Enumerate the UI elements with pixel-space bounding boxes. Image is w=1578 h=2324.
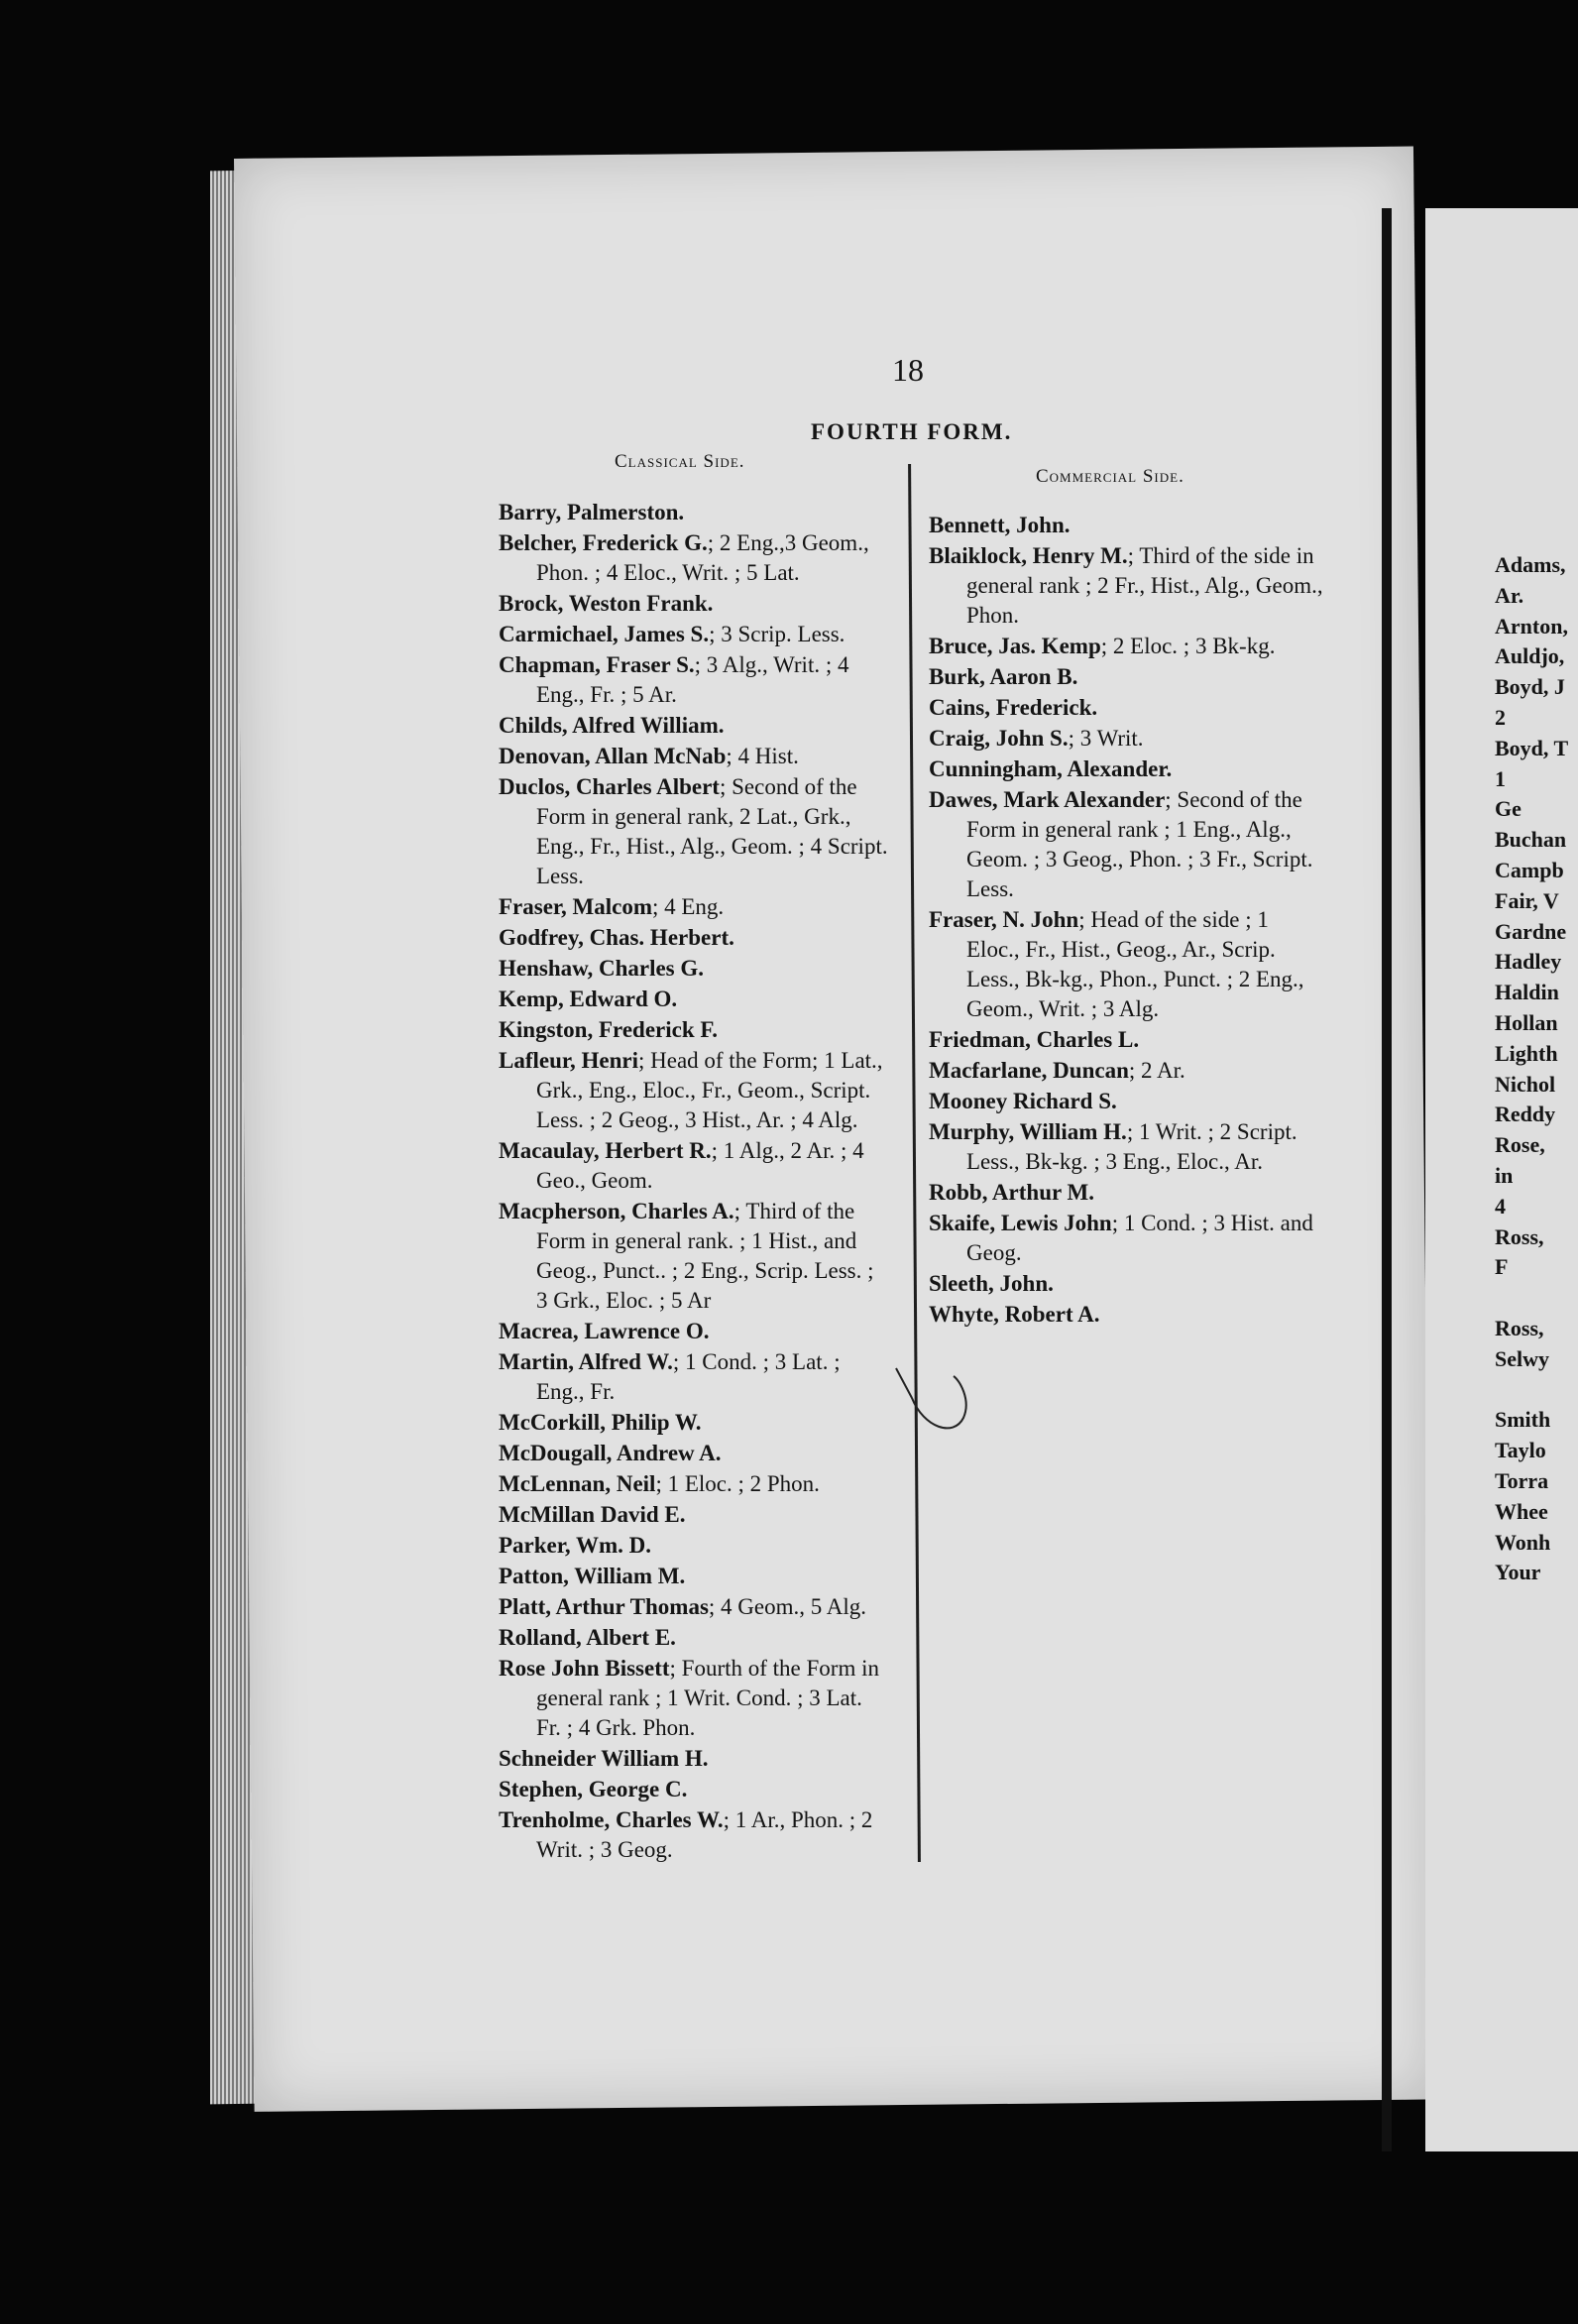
classical-side-list (499, 498, 890, 1866)
student-name: Robb, Arthur M. (929, 1180, 1094, 1205)
student-entry (499, 1744, 890, 1774)
student-entry (499, 1408, 890, 1438)
student-distinctions: ; 1 Alg., 2 Ar. ; 4 Geo., Geom. (536, 1138, 864, 1193)
student-entry (929, 511, 1325, 540)
next-page-fragment: Arnton, (1495, 613, 1568, 639)
student-name: Stephen, George C. (499, 1777, 688, 1801)
student-entry (929, 1209, 1325, 1268)
student-entry (499, 650, 890, 710)
student-distinctions: ; 4 Geom., 5 Alg. (708, 1594, 867, 1619)
next-page-fragment: Boyd, T (1495, 735, 1569, 760)
student-name: Parker, Wm. D. (499, 1533, 651, 1558)
student-name: Bennett, John. (929, 513, 1071, 537)
student-name: McMillan David E. (499, 1502, 686, 1527)
student-distinctions: ; Third of the Form in general rank. ; 1 Hist., and Geog., Punct.. ; 2 Eng., Scrip. Less. ; 3 Grk., Eloc. ; 5 Ar (536, 1199, 874, 1313)
student-name: Blaiklock, Henry M. (929, 543, 1128, 568)
student-entry (929, 905, 1325, 1024)
student-name: Rolland, Albert E. (499, 1625, 676, 1650)
student-name: Lafleur, Henri (499, 1048, 638, 1073)
student-name: Murphy, William H. (929, 1119, 1127, 1144)
student-entry (929, 1178, 1325, 1208)
student-name: Trenholme, Charles W. (499, 1807, 724, 1832)
student-distinctions: ; 3 Alg., Writ. ; 4 Eng., Fr. ; 5 Ar. (536, 652, 849, 707)
next-page-fragment: F (1495, 1254, 1509, 1280)
student-entry (929, 662, 1325, 692)
student-name: Barry, Palmerston. (499, 500, 685, 524)
student-name: Macaulay, Herbert R. (499, 1138, 712, 1163)
next-page-fragment: 1 (1495, 765, 1506, 791)
student-entry (499, 1562, 890, 1591)
student-entry (499, 742, 890, 771)
student-distinctions: ; 2 Eloc. ; 3 Bk-kg. (1100, 634, 1276, 658)
student-name: Dawes, Mark Alexander (929, 787, 1166, 812)
student-name: Schneider William H. (499, 1746, 709, 1771)
student-name: Belcher, Frederick G. (499, 530, 708, 555)
student-name: Cunningham, Alexander. (929, 756, 1173, 781)
next-page-fragment: Adams, (1495, 552, 1566, 577)
next-page-fragment: Lighth (1495, 1040, 1558, 1066)
pencil-mark (894, 1358, 1013, 1477)
student-name: Macfarlane, Duncan (929, 1058, 1129, 1083)
student-distinctions: ; 1 Cond. ; 3 Lat. ; Eng., Fr. (536, 1349, 841, 1404)
student-entry (929, 724, 1325, 754)
next-page-fragment: Fair, V (1495, 887, 1559, 913)
next-page-fragment: Gardne (1495, 918, 1567, 944)
student-name: Kingston, Frederick F. (499, 1017, 719, 1042)
student-name: Fraser, Malcom (499, 894, 652, 919)
student-entry (499, 1469, 890, 1499)
student-entry (499, 1197, 890, 1316)
next-page-fragment: Hollan (1495, 1009, 1558, 1035)
student-name: McLennan, Neil (499, 1471, 656, 1496)
next-page-fragment: Reddy (1495, 1102, 1556, 1127)
student-name: Cains, Frederick. (929, 695, 1098, 720)
student-name: Martin, Alfred W. (499, 1349, 673, 1374)
student-entry (499, 892, 890, 922)
student-distinctions: ; 1 Cond. ; 3 Hist. and Geog. (966, 1211, 1313, 1265)
student-entry (499, 1136, 890, 1196)
next-page-fragment: Buchan (1495, 827, 1567, 853)
student-name: Fraser, N. John (929, 907, 1079, 932)
classical-side-heading: Classical Side. (615, 451, 745, 472)
student-entry (499, 528, 890, 588)
student-name: Carmichael, James S. (499, 622, 710, 646)
student-entry (499, 1439, 890, 1468)
next-page-margin-line (1382, 208, 1392, 2151)
student-name: Patton, William M. (499, 1564, 686, 1588)
student-distinctions: ; Third of the side in general rank ; 2 Fr., Hist., Alg., Geom., Phon. (966, 543, 1323, 628)
student-name: Chapman, Fraser S. (499, 652, 695, 677)
next-page-fragment: Ge (1495, 796, 1522, 822)
next-page-fragment: Ar. (1495, 582, 1524, 608)
student-distinctions: ; 4 Eng. (651, 894, 725, 919)
student-entry (499, 1500, 890, 1530)
student-entry (499, 1805, 890, 1865)
page-number: 18 (892, 352, 924, 388)
student-entry (499, 923, 890, 953)
commercial-side-heading: Commercial Side. (1036, 466, 1184, 487)
student-name: Skaife, Lewis John (929, 1211, 1112, 1235)
student-name: Denovan, Allan McNab (499, 744, 727, 768)
form-title: FOURTH FORM. (811, 419, 1013, 444)
student-name: Bruce, Jas. Kemp (929, 634, 1101, 658)
next-page-fragment (1495, 1375, 1578, 1406)
student-distinctions: ; 1 Ar., Phon. ; 2 Writ. ; 3 Geog. (536, 1807, 873, 1862)
student-entry (499, 1775, 890, 1804)
student-entry (929, 632, 1325, 661)
student-distinctions: ; Second of the Form in general rank ; 1 Eng., Alg., Geom. ; 3 Geog., Phon. ; 3 Fr., Script. Less. (966, 787, 1313, 901)
next-page-fragment: Wonh (1495, 1529, 1551, 1555)
student-name: Platt, Arthur Thomas (499, 1594, 709, 1619)
student-entry (929, 1117, 1325, 1177)
student-entry (929, 755, 1325, 784)
student-name: Macrea, Lawrence O. (499, 1319, 710, 1343)
next-page-fragment: 4 (1495, 1193, 1506, 1219)
student-entry (499, 1654, 890, 1743)
student-entry (929, 1025, 1325, 1055)
student-name: Craig, John S. (929, 726, 1069, 751)
student-entry (499, 772, 890, 891)
student-name: Henshaw, Charles G. (499, 956, 705, 981)
student-name: Godfrey, Chas. Herbert. (499, 925, 734, 950)
next-page-fragment: 2 (1495, 704, 1506, 730)
student-distinctions: ; Second of the Form in general rank, 2 Lat., Grk., Eng., Fr., Hist., Alg., Geom. ; 4 Script. Less. (536, 774, 888, 888)
student-name: Whyte, Robert A. (929, 1302, 1100, 1327)
student-distinctions: ; 2 Eng.,3 Geom., Phon. ; 4 Eloc., Writ. ; 5 Lat. (536, 530, 869, 585)
next-page-fragment: Taylo (1495, 1438, 1546, 1463)
student-distinctions: ; 1 Eloc. ; 2 Phon. (655, 1471, 820, 1496)
next-page-fragment: Nichol (1495, 1071, 1556, 1097)
student-entry (499, 1015, 890, 1045)
student-entry (499, 711, 890, 741)
student-name: Childs, Alfred William. (499, 713, 725, 738)
student-entry (499, 1046, 890, 1135)
student-entry (499, 1623, 890, 1653)
student-name: Burk, Aaron B. (929, 664, 1078, 689)
student-distinctions: ; 3 Writ. (1068, 726, 1144, 751)
commercial-side-list (929, 511, 1325, 1331)
student-name: Kemp, Edward O. (499, 987, 678, 1011)
student-name: Brock, Weston Frank. (499, 591, 714, 616)
student-distinctions: ; Fourth of the Form in general rank ; 1 Writ. Cond. ; 3 Lat. Fr. ; 4 Grk. Phon. (536, 1656, 879, 1740)
next-page-fragment: Your (1495, 1560, 1541, 1585)
student-entry (499, 1347, 890, 1407)
next-page-fragment: Whee (1495, 1498, 1548, 1524)
next-page-fragment: Hadley (1495, 949, 1562, 975)
student-entry (929, 785, 1325, 904)
next-page-fragment: Boyd, J (1495, 674, 1565, 700)
student-name: McCorkill, Philip W. (499, 1410, 702, 1435)
student-entry (929, 1087, 1325, 1116)
next-page-fragment: Rose, (1495, 1132, 1545, 1158)
student-name: Mooney Richard S. (929, 1089, 1117, 1113)
student-name: Duclos, Charles Albert (499, 774, 720, 799)
next-page-fragment: Smith (1495, 1407, 1551, 1433)
student-distinctions: ; 3 Scrip. Less. (709, 622, 845, 646)
student-entry (499, 1317, 890, 1346)
student-entry (499, 589, 890, 619)
student-name: McDougall, Andrew A. (499, 1441, 722, 1465)
student-name: Macpherson, Charles A. (499, 1199, 734, 1223)
student-entry (929, 693, 1325, 723)
next-page-fragment: Torra (1495, 1467, 1549, 1493)
next-page-fragment: Haldin (1495, 980, 1559, 1005)
student-entry (929, 541, 1325, 631)
student-entry (929, 1300, 1325, 1330)
next-page-fragment: Ross, (1495, 1315, 1544, 1340)
student-entry (499, 1531, 890, 1561)
student-entry (499, 620, 890, 649)
next-page-fragment: Selwy (1495, 1345, 1549, 1371)
student-distinctions: ; 4 Hist. (726, 744, 799, 768)
student-entry (929, 1269, 1325, 1299)
next-page-fragment: in (1495, 1162, 1514, 1188)
student-entry (499, 498, 890, 527)
next-page-fragment: Ross, (1495, 1223, 1544, 1249)
student-entry (499, 954, 890, 984)
student-entry (929, 1056, 1325, 1086)
student-distinctions: ; 1 Writ. ; 2 Script. Less., Bk-kg. ; 3 Eng., Eloc., Ar. (966, 1119, 1297, 1174)
student-distinctions: ; 2 Ar. (1128, 1058, 1185, 1083)
next-page-fragment: Campb (1495, 857, 1564, 882)
next-page-fragments (1495, 550, 1578, 1588)
next-page-fragment: Auldjo, (1495, 643, 1565, 669)
next-page-fragment (1495, 1283, 1578, 1314)
student-distinctions: ; Head of the side ; 1 Eloc., Fr., Hist., Geog., Ar., Scrip. Less., Bk-kg., Phon., Punct. ; 2 Eng., Geom., Writ. ; 3 Alg. (966, 907, 1304, 1021)
student-entry (499, 1592, 890, 1622)
student-name: Rose John Bissett (499, 1656, 670, 1681)
student-entry (499, 985, 890, 1014)
student-distinctions: ; Head of the Form; 1 Lat., Grk., Eng., Eloc., Fr., Geom., Script. Less. ; 2 Geog., 3 Hist., Ar. ; 4 Alg. (536, 1048, 883, 1132)
student-name: Sleeth, John. (929, 1271, 1054, 1296)
student-name: Friedman, Charles L. (929, 1027, 1140, 1052)
